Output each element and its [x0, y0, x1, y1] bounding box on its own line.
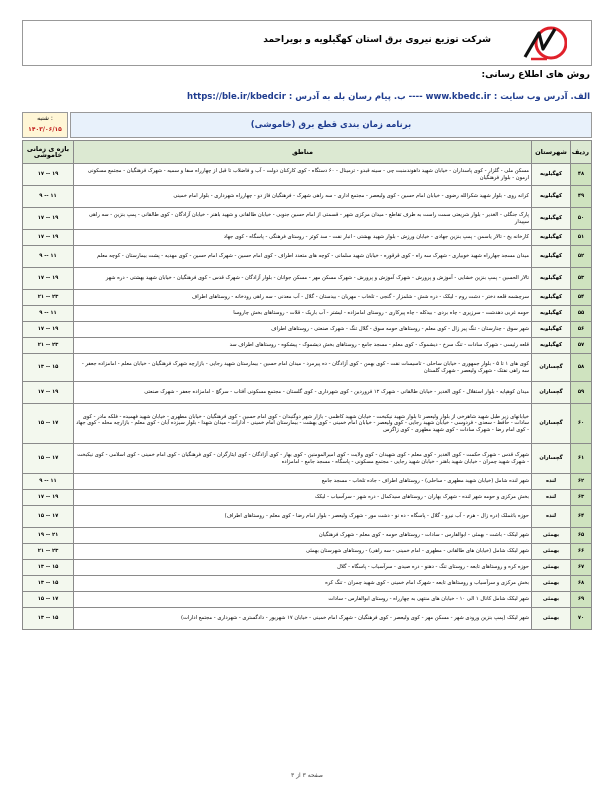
row-area: پارک جنگلی - الغدیر - بلوار شریعتی سمت راست به طرف تقاطع - میدان مرکزی شهر - قسمتی از امام حسین جنوبی - خیابان طالقانی و شهید باهنر - خیابان آزادگان - کوی طالقانی - پمپ بنزین - سه راهی سپیدار — [74, 208, 532, 230]
row-area: شهر لیکک شامل (خیابان های طالقانی - مطهری - امام خمینی - سه راهی) - روستاهای شهرستان بهمئی — [74, 544, 532, 560]
row-time: ۱۷ -- ۱۹ — [23, 208, 74, 230]
table-row — [23, 560, 592, 576]
date-value: ۱۴۰۳/۰۶/۱۵ — [28, 126, 62, 133]
row-idx: ۶۳ — [571, 490, 592, 506]
table-row — [23, 592, 592, 608]
header-idx: ردیف — [571, 141, 592, 164]
row-city: کهگیلویه — [532, 186, 571, 208]
row-time: ۱۷ -- ۱۹ — [23, 164, 74, 186]
notification-title: روش های اطلاع رسانی: — [481, 70, 590, 80]
row-area: شهر لیکک شامل کانال ۱ الی ۱۰ - خیابان های منتهی به چهارراه - روستای ابوالفارس - سادات — [74, 592, 532, 608]
row-city: بهمئی — [532, 608, 571, 630]
row-time: ۱۵ -- ۱۷ — [23, 444, 74, 474]
row-time: ۱۳ -- ۱۵ — [23, 560, 74, 576]
row-city: لنده — [532, 506, 571, 528]
row-city: کهگیلویه — [532, 246, 571, 268]
row-area: بخش مرکزی و حومه شهر لنده - شهرک بهاران - روستاهای سیدکمال - دره شهر - سرآسیاب - لیکک — [74, 490, 532, 506]
row-idx: ۷۰ — [571, 608, 592, 630]
row-area: شهرک قدس - شهرک حکمت - کوی الغدیر - کوی معلم - کوی شهیدان - کوی ولایت - کوی امیرالمومنین - کوی بهار - کوی آزادگان - کوی ایثارگران - کوی فرهنگیان - کوی امام خمینی - کوی اسلامی - کوی نیکبخت - شهرک شهید چمران - خیابان شهید باهنر - خیابان شهید رجایی - مجتمع مسکونی - پاسگاه - مسجد جامع - امامزاده — [74, 444, 532, 474]
table-row — [23, 608, 592, 630]
table-row — [23, 164, 592, 186]
table-row — [23, 230, 592, 246]
date-box — [22, 112, 68, 138]
row-city: گچساران — [532, 354, 571, 382]
row-time: ۱۷ -- ۱۹ — [23, 490, 74, 506]
row-city: گچساران — [532, 404, 571, 444]
company-logo-icon — [521, 23, 567, 63]
row-idx: ۵۵ — [571, 306, 592, 322]
row-time: ۲۱ -- ۲۳ — [23, 290, 74, 306]
row-idx: ۶۲ — [571, 474, 592, 490]
table-row — [23, 186, 592, 208]
row-area: بخش مرکزی و سرآسیاب و روستاهای تابعه - شهرک امام خمینی - کوی شهید چمران - تنگ کره — [74, 576, 532, 592]
row-area: حوزه باغملک (دره زال - هرم - آب نیرو - گلال - پاسگاه - ده نو - دشت مور - شهرک ولیعصر - بلوار امام رضا - کوی معلم - روستاهای اطراف) — [74, 506, 532, 528]
row-area: شهر لیکک (پمپ بنزین ورودی شهر - مسکن مهر - کوی ولیعصر - کوی فرهنگیان - شهرک امام خمینی - خیابان ۱۷ شهریور - دادگستری - شهرداری - مجتمع ادارات) — [74, 608, 532, 630]
row-city: کهگیلویه — [532, 230, 571, 246]
row-area: حومه غربی دهدشت - سرزیری - چاه بردی - بیدکله - چاه پیرکاری - روستای امامزاده - لیشتر - آب باریک - قلات - روستاهای بخش چاروسا — [74, 306, 532, 322]
row-city: لنده — [532, 474, 571, 490]
table-row — [23, 474, 592, 490]
table-header-row — [23, 141, 592, 164]
row-time: ۲۱ -- ۲۳ — [23, 544, 74, 560]
table-row — [23, 322, 592, 338]
table-row — [23, 208, 592, 230]
row-city: بهمئی — [532, 576, 571, 592]
row-time: ۱۷ -- ۱۹ — [23, 382, 74, 404]
row-idx: ۵۲ — [571, 246, 592, 268]
header-area: مناطق — [74, 141, 532, 164]
row-idx: ۶۴ — [571, 506, 592, 528]
row-idx: ۶۶ — [571, 544, 592, 560]
row-time: ۱۷ -- ۱۹ — [23, 322, 74, 338]
row-area: حوزه کره و روستاهای تابعه - روستای تنگ - دهنو - دره صیدی - سرآسیاب - پاسگاه - گلال — [74, 560, 532, 576]
row-area: کرانه روی - بلوار شهید شکرالله رضوی - خیابان امام حسین - کوی ولیعصر - مجتمع اداری - سه راهی شهرک - فرهنگیان فاز دو - چهارراه شهرداری - بلوار امام خمینی — [74, 186, 532, 208]
table-row — [23, 246, 592, 268]
table-row — [23, 306, 592, 322]
row-idx: ۶۰ — [571, 404, 592, 444]
row-time: ۱۳ -- ۱۵ — [23, 576, 74, 592]
notification-methods — [22, 70, 592, 110]
row-area: سرچشمه قلعه دختر - دشت روم - لیکک - دره شش - شلمزار - گنجی - تلخاب - مهریان - بیدستان - گلال - آب معدنی - سه راهی رودخانه - روستاهای اطراف — [74, 290, 532, 306]
notification-links: الف. آدرس وب سایت : www.kbedc.ir ---- ب. پیام رسان بله به آدرس : https://ble.ir/kbedcir — [187, 92, 590, 102]
row-area: مسکن ملی - گلزار - کوی پاسداران - خیابان شهید داهوندمنبت چی - سینه قبدو - ترمینال - ۶۰ دستگاه - کوی کارکنان دولت - آب و فاضلاب تا قبل از چهارراه سفا و سمیه - شهرک فرهنگیان - مجتمع مسکونی ارمون - بلوار فرهنگیان — [74, 164, 532, 186]
row-city: کهگیلویه — [532, 208, 571, 230]
row-area: تالار الحسین - پمپ بنزین خشایی - آموزش و پرورش - شهرک آموزش و پرورش - شهرک مسکن مهر - مسکن جوانان - بلوار آزادگان - شهرک قدس - کوی فرهنگیان - خیابان شهید بهشتی - دره شهر — [74, 268, 532, 290]
row-city: کهگیلویه — [532, 290, 571, 306]
table-row — [23, 544, 592, 560]
header-city: شهرستان — [532, 141, 571, 164]
row-city: بهمئی — [532, 528, 571, 544]
table-body — [23, 164, 592, 630]
table-row — [23, 382, 592, 404]
row-city: بهمئی — [532, 544, 571, 560]
row-area: کوی های ۱ تا ۵ - بلوار جمهوری - خیابان ساحلی - تاسیسات نفت - کوی بهمن - کوی آزادگان - ده پیرمرد - میدان امام حسین - بیمارستان شهید رجایی - بازارچه شهرک فرهنگیان - خیابان معلم - امامزاده جعفر - سه راهی نفتک - شهرک ولیعصر - شهرک گلستان — [74, 354, 532, 382]
schedule-title: برنامه زمان بندی قطع برق (خاموشی) — [70, 112, 592, 138]
row-area: کارخانه یخ - تالار یاسمن - پمپ بنزین جهادی - خیابان ورزش - بلوار شهید بهشتی - انبار نفت - سد کوثر - روستای فرهنگی - پاسگاه - کوی جهاد — [74, 230, 532, 246]
table-row — [23, 338, 592, 354]
document-header — [22, 20, 592, 66]
row-idx: ۵۴ — [571, 290, 592, 306]
outage-table — [22, 140, 592, 630]
table-row — [23, 444, 592, 474]
header-time: بازه ی زمانی خاموشی — [23, 141, 74, 164]
row-area: قلعه رئیسی - شهرک سادات - تنگ سرخ - دیشموک - کوی معلم - مسجد جامع - روستاهای بخش دیشموک - پیشکوه - روستاهای اطراف سد — [74, 338, 532, 354]
row-time: ۱۳ -- ۱۵ — [23, 354, 74, 382]
row-time: ۱۵ -- ۱۷ — [23, 592, 74, 608]
table-row — [23, 490, 592, 506]
document-page — [22, 20, 592, 779]
row-idx: ۶۹ — [571, 592, 592, 608]
row-idx: ۵۰ — [571, 208, 592, 230]
date-label: شنبه : — [37, 115, 53, 122]
table-row — [23, 354, 592, 382]
row-idx: ۶۱ — [571, 444, 592, 474]
row-time: ۲۱ -- ۲۳ — [23, 338, 74, 354]
row-area: شهر لیکک - باشت - بهمئی - ابوالفارس - سادات - روستاهای حومه - کوی معلم - شهرک فرهنگیان — [74, 528, 532, 544]
row-area: میدان مسجد جهارراه شهید خوبیاری - شهرک سه راه - کوی قرقوره - خیابان شهید سلمانی - کوچه های متعدد اطراف - کوی امام حسین - شهرک امام حسین - کوی مهدیه - پشت بیمارستان - کوچه معلم — [74, 246, 532, 268]
row-city: لنده — [532, 490, 571, 506]
schedule-titlebar — [22, 112, 592, 138]
row-area: میدان کوهپایه - بلوار استقلال - کوی الغدیر - خیابان طالقانی - شهرک ۱۲ فروردین - کوی شهرداری - کوی گلستان - مجتمع مسکونی آفتاب - سرگچ - امامزاده جعفر - شهرک صنعتی — [74, 382, 532, 404]
row-area: شهر لنده شامل (خیابان شهید مطهری - ساحلی) - روستاهای اطراف - جاده تلخاب - مسجد جامع — [74, 474, 532, 490]
row-city: کهگیلویه — [532, 306, 571, 322]
row-idx: ۶۸ — [571, 576, 592, 592]
row-city: بهمئی — [532, 560, 571, 576]
page-number: صفحه ۳ از ۳ — [291, 772, 323, 779]
row-time: ۱۵ -- ۱۷ — [23, 404, 74, 444]
row-time: ۱۹ -- ۲۱ — [23, 528, 74, 544]
table-row — [23, 268, 592, 290]
row-city: گچساران — [532, 444, 571, 474]
row-idx: ۵۹ — [571, 382, 592, 404]
table-row — [23, 404, 592, 444]
row-city: گچساران — [532, 382, 571, 404]
table-row — [23, 528, 592, 544]
row-time: ۱۳ -- ۱۵ — [23, 608, 74, 630]
table-row — [23, 290, 592, 306]
row-time: ۱۷ -- ۱۹ — [23, 230, 74, 246]
row-time: ۱۷ -- ۱۹ — [23, 268, 74, 290]
row-time: ۹ -- ۱۱ — [23, 474, 74, 490]
row-idx: ۴۹ — [571, 186, 592, 208]
row-time: ۹ -- ۱۱ — [23, 306, 74, 322]
table-row — [23, 506, 592, 528]
row-idx: ۴۸ — [571, 164, 592, 186]
row-time: ۹ -- ۱۱ — [23, 246, 74, 268]
row-idx: ۵۳ — [571, 268, 592, 290]
row-city: کهگیلویه — [532, 322, 571, 338]
row-time: ۹ -- ۱۱ — [23, 186, 74, 208]
row-area: خیابانهای زیر طبل شهید شاهرخی از بلوار ولیعصر تا بلوار شهید نیکبخت - خیابان شهید کاظمی - بازار شهر دوگنبدان - کوی امام حسین - کوی فرهنگیان - خیابان مطهری - خیابان شهید فهمیده - فلکه مادر - کوی سادات - حافظ - سعدی - فردوسی - خیابان شهید رجایی - کوی ولیعصر - خیابان امام خمینی - کوی بهشت - بیمارستان امام خمینی - ادارات - میدان شهدا - بلوار سیزده آبان - کوی معلم - بازارچه محله - کوی جهاد - کوی امام رضا - شهرک سادات - کوی شهید مطهری - کوی زاگرس — [74, 404, 532, 444]
row-idx: ۵۶ — [571, 322, 592, 338]
row-idx: ۶۵ — [571, 528, 592, 544]
company-name: شرکت توزیع نیروی برق استان کهگیلویه و بویراحمد — [263, 35, 491, 45]
table-row — [23, 576, 592, 592]
row-idx: ۶۷ — [571, 560, 592, 576]
row-city: کهگیلویه — [532, 268, 571, 290]
row-idx: ۵۱ — [571, 230, 592, 246]
row-city: کهگیلویه — [532, 164, 571, 186]
row-idx: ۵۷ — [571, 338, 592, 354]
row-time: ۱۵ -- ۱۷ — [23, 506, 74, 528]
row-city: بهمئی — [532, 592, 571, 608]
row-idx: ۵۸ — [571, 354, 592, 382]
row-city: کهگیلویه — [532, 338, 571, 354]
row-area: شهر سوق - چنارستان - تنگ پیر زال - کوی معلم - روستاهای حومه سوق - گلال تنگ - شهرک صنعتی - روستاهای اطراف — [74, 322, 532, 338]
